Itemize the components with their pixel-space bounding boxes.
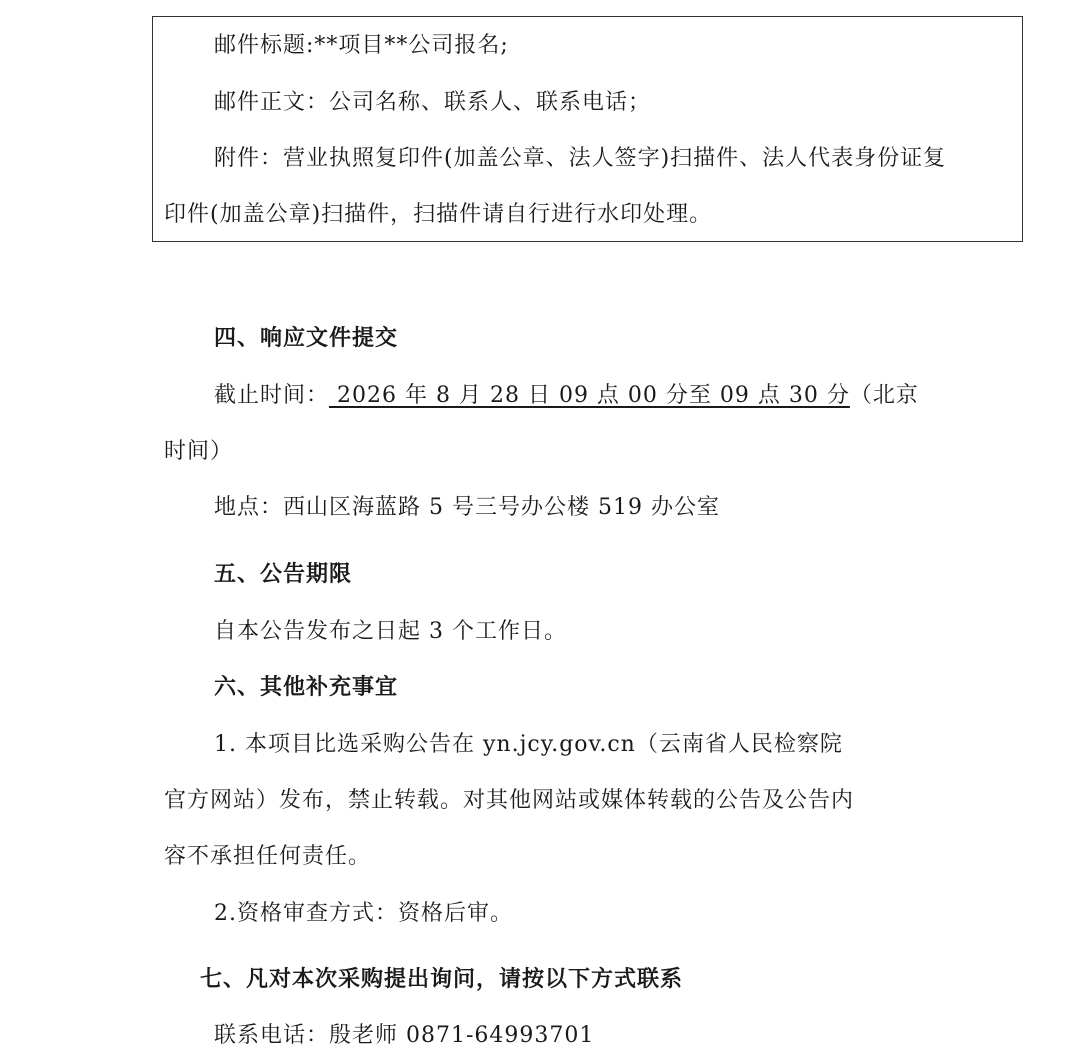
section-5-heading: 五、公告期限: [214, 562, 353, 587]
section-6-heading: 六、其他补充事宜: [214, 675, 399, 700]
item-1-line: 1. 本项目比选采购公告在 yn.jcy.gov.cn（云南省人民检察院: [214, 732, 843, 757]
attachment-line-cont: 印件(加盖公章)扫描件，扫描件请自行进行水印处理。: [164, 202, 713, 227]
section-7-heading: 七、凡对本次采购提出询问，请按以下方式联系: [200, 967, 684, 992]
notice-period-text: 自本公告发布之日起 3 个工作日。: [214, 619, 567, 644]
deadline-line-cont: 时间）: [164, 439, 234, 464]
deadline-line: [214, 382, 919, 410]
deadline-suffix: （北京: [849, 383, 919, 408]
contact-line: 联系电话：殷老师 0871-64993701: [214, 1023, 595, 1048]
deadline-label: 截止时间：: [214, 383, 330, 408]
attachment-line: 附件：营业执照复印件(加盖公章、法人签字)扫描件、法人代表身份证复: [214, 146, 947, 171]
section-4-heading: 四、响应文件提交: [214, 326, 399, 351]
email-subject-line: 邮件标题:**项目**公司报名;: [214, 33, 509, 58]
item-1-line-end: 容不承担任何责任。: [164, 844, 372, 869]
deadline-value: 2026 年 8 月 28 日 09 点 00 分至 09 点 30 分: [329, 383, 850, 408]
item-1-line-cont: 官方网站）发布，禁止转载。对其他网站或媒体转载的公告及公告内: [164, 788, 855, 813]
location-line: 地点：西山区海蓝路 5 号三号办公楼 519 办公室: [214, 495, 720, 520]
email-body-line: 邮件正文：公司名称、联系人、联系电话；: [214, 90, 652, 115]
item-2-line: 2.资格审查方式：资格后审。: [214, 901, 513, 926]
